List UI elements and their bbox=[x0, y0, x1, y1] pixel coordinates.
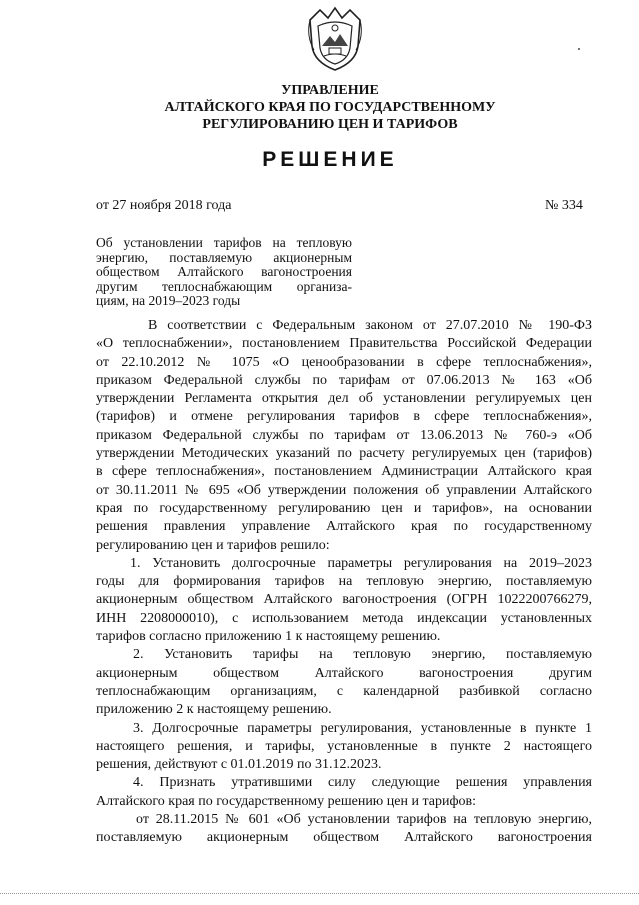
authority-line: АЛТАЙСКОГО КРАЯ ПО ГОСУДАРСТВЕННОМУ bbox=[164, 100, 496, 115]
document-date: от 27 ноября 2018 года bbox=[96, 198, 232, 213]
body-line: приказом Федеральной службы по тарифам от 13.06.2013 № 760-э «Об bbox=[96, 427, 592, 443]
authority-line: УПРАВЛЕНИЕ bbox=[281, 83, 379, 98]
body-line: решения правления управление Алтайского края по государственному bbox=[96, 519, 592, 535]
body-line: тарифов согласно приложению 1 к настоящему решению. bbox=[96, 629, 441, 645]
body-line: решения, действуют с 01.01.2019 по 31.12.2023. bbox=[96, 757, 382, 773]
body-line: 2. Установить тарифы на тепловую энергию, поставляемую bbox=[133, 647, 592, 663]
coat-of-arms-emblem bbox=[304, 6, 366, 72]
subject-line: циям, на 2019–2023 годы bbox=[96, 293, 241, 308]
body-line: 3. Долгосрочные параметры регулирования, установленные в пункте 1 bbox=[133, 720, 592, 736]
issuing-authority bbox=[60, 82, 600, 133]
document-subject bbox=[96, 236, 352, 309]
subject-line: другим теплоснабжающим организа- bbox=[96, 278, 352, 294]
scan-speck bbox=[578, 48, 580, 50]
body-line: края по государственному регулированию цен и тарифов», на основании bbox=[96, 500, 592, 516]
body-line: от 28.11.2015 № 601 «Об установлении тарифов на тепловую энергию, bbox=[136, 812, 592, 828]
subject-line: обществом Алтайского вагоностроения bbox=[96, 264, 352, 279]
document-number: № 334 bbox=[545, 198, 583, 213]
body-line: поставляемую акционерным обществом Алтайского вагоностроения bbox=[96, 830, 592, 846]
body-line: ИНН 2208000010), с использованием метода индексации установленных bbox=[96, 610, 592, 626]
body-line: (тарифов) и отмене регулирования тарифов в сфере теплоснабжения», bbox=[96, 409, 592, 425]
page-edge-rule bbox=[0, 893, 639, 894]
document-type-title: РЕШЕНИЕ bbox=[262, 148, 398, 171]
body-line: акционерным обществом Алтайского вагоностроения (ОГРН 1022200766279, bbox=[96, 592, 592, 608]
body-line: настоящего решения, и тарифы, установленные в пункте 2 настоящего bbox=[96, 738, 592, 754]
body-line: годы для формирования тарифов на тепловую энергию, поставляемую bbox=[96, 574, 592, 590]
body-line: от 30.11.2011 № 695 «Об утверждении положения об управлении Алтайского bbox=[96, 482, 592, 498]
body-line: приказом Федеральной службы по тарифам от 07.06.2013 № 163 «Об bbox=[96, 372, 592, 388]
body-line: в сфере теплоснабжения», постановлением Администрации Алтайского края bbox=[96, 464, 592, 480]
body-line: 1. Установить долгосрочные параметры регулирования на 2019–2023 bbox=[130, 555, 592, 571]
body-line: утверждении Регламента открытия дел об установлении регулируемых цен bbox=[96, 391, 592, 407]
body-line: теплоснабжающим организациям, с календарной разбивкой согласно bbox=[96, 683, 592, 699]
subject-line: Об установлении тарифов на тепловую bbox=[96, 235, 352, 250]
subject-line: энергию, поставляемую акционерным bbox=[96, 249, 352, 265]
body-line: В соответствии с Федеральным законом от 27.07.2010 № 190-ФЗ bbox=[148, 318, 592, 333]
body-line: приложению 2 к настоящему решению. bbox=[96, 702, 332, 718]
body-line: регулированию цен и тарифов решило: bbox=[96, 537, 330, 553]
authority-line: РЕГУЛИРОВАНИЮ ЦЕН И ТАРИФОВ bbox=[202, 117, 458, 132]
body-line: от 22.10.2012 № 1075 «О ценообразовании в сфере теплоснабжения», bbox=[96, 354, 592, 370]
body-line: Алтайского края по государственному решению цен и тарифов: bbox=[96, 793, 477, 809]
body-line: утверждении Методических указаний по расчету регулируемых цен (тарифов) bbox=[96, 446, 592, 462]
body-line: «О теплоснабжении», постановлением Правительства Российской Федерации bbox=[96, 336, 592, 352]
body-line: акционерным обществом Алтайского вагоностроения другим bbox=[96, 665, 592, 681]
document-body bbox=[96, 317, 592, 848]
body-line: 4. Признать утратившими силу следующие решения управления bbox=[133, 775, 592, 791]
